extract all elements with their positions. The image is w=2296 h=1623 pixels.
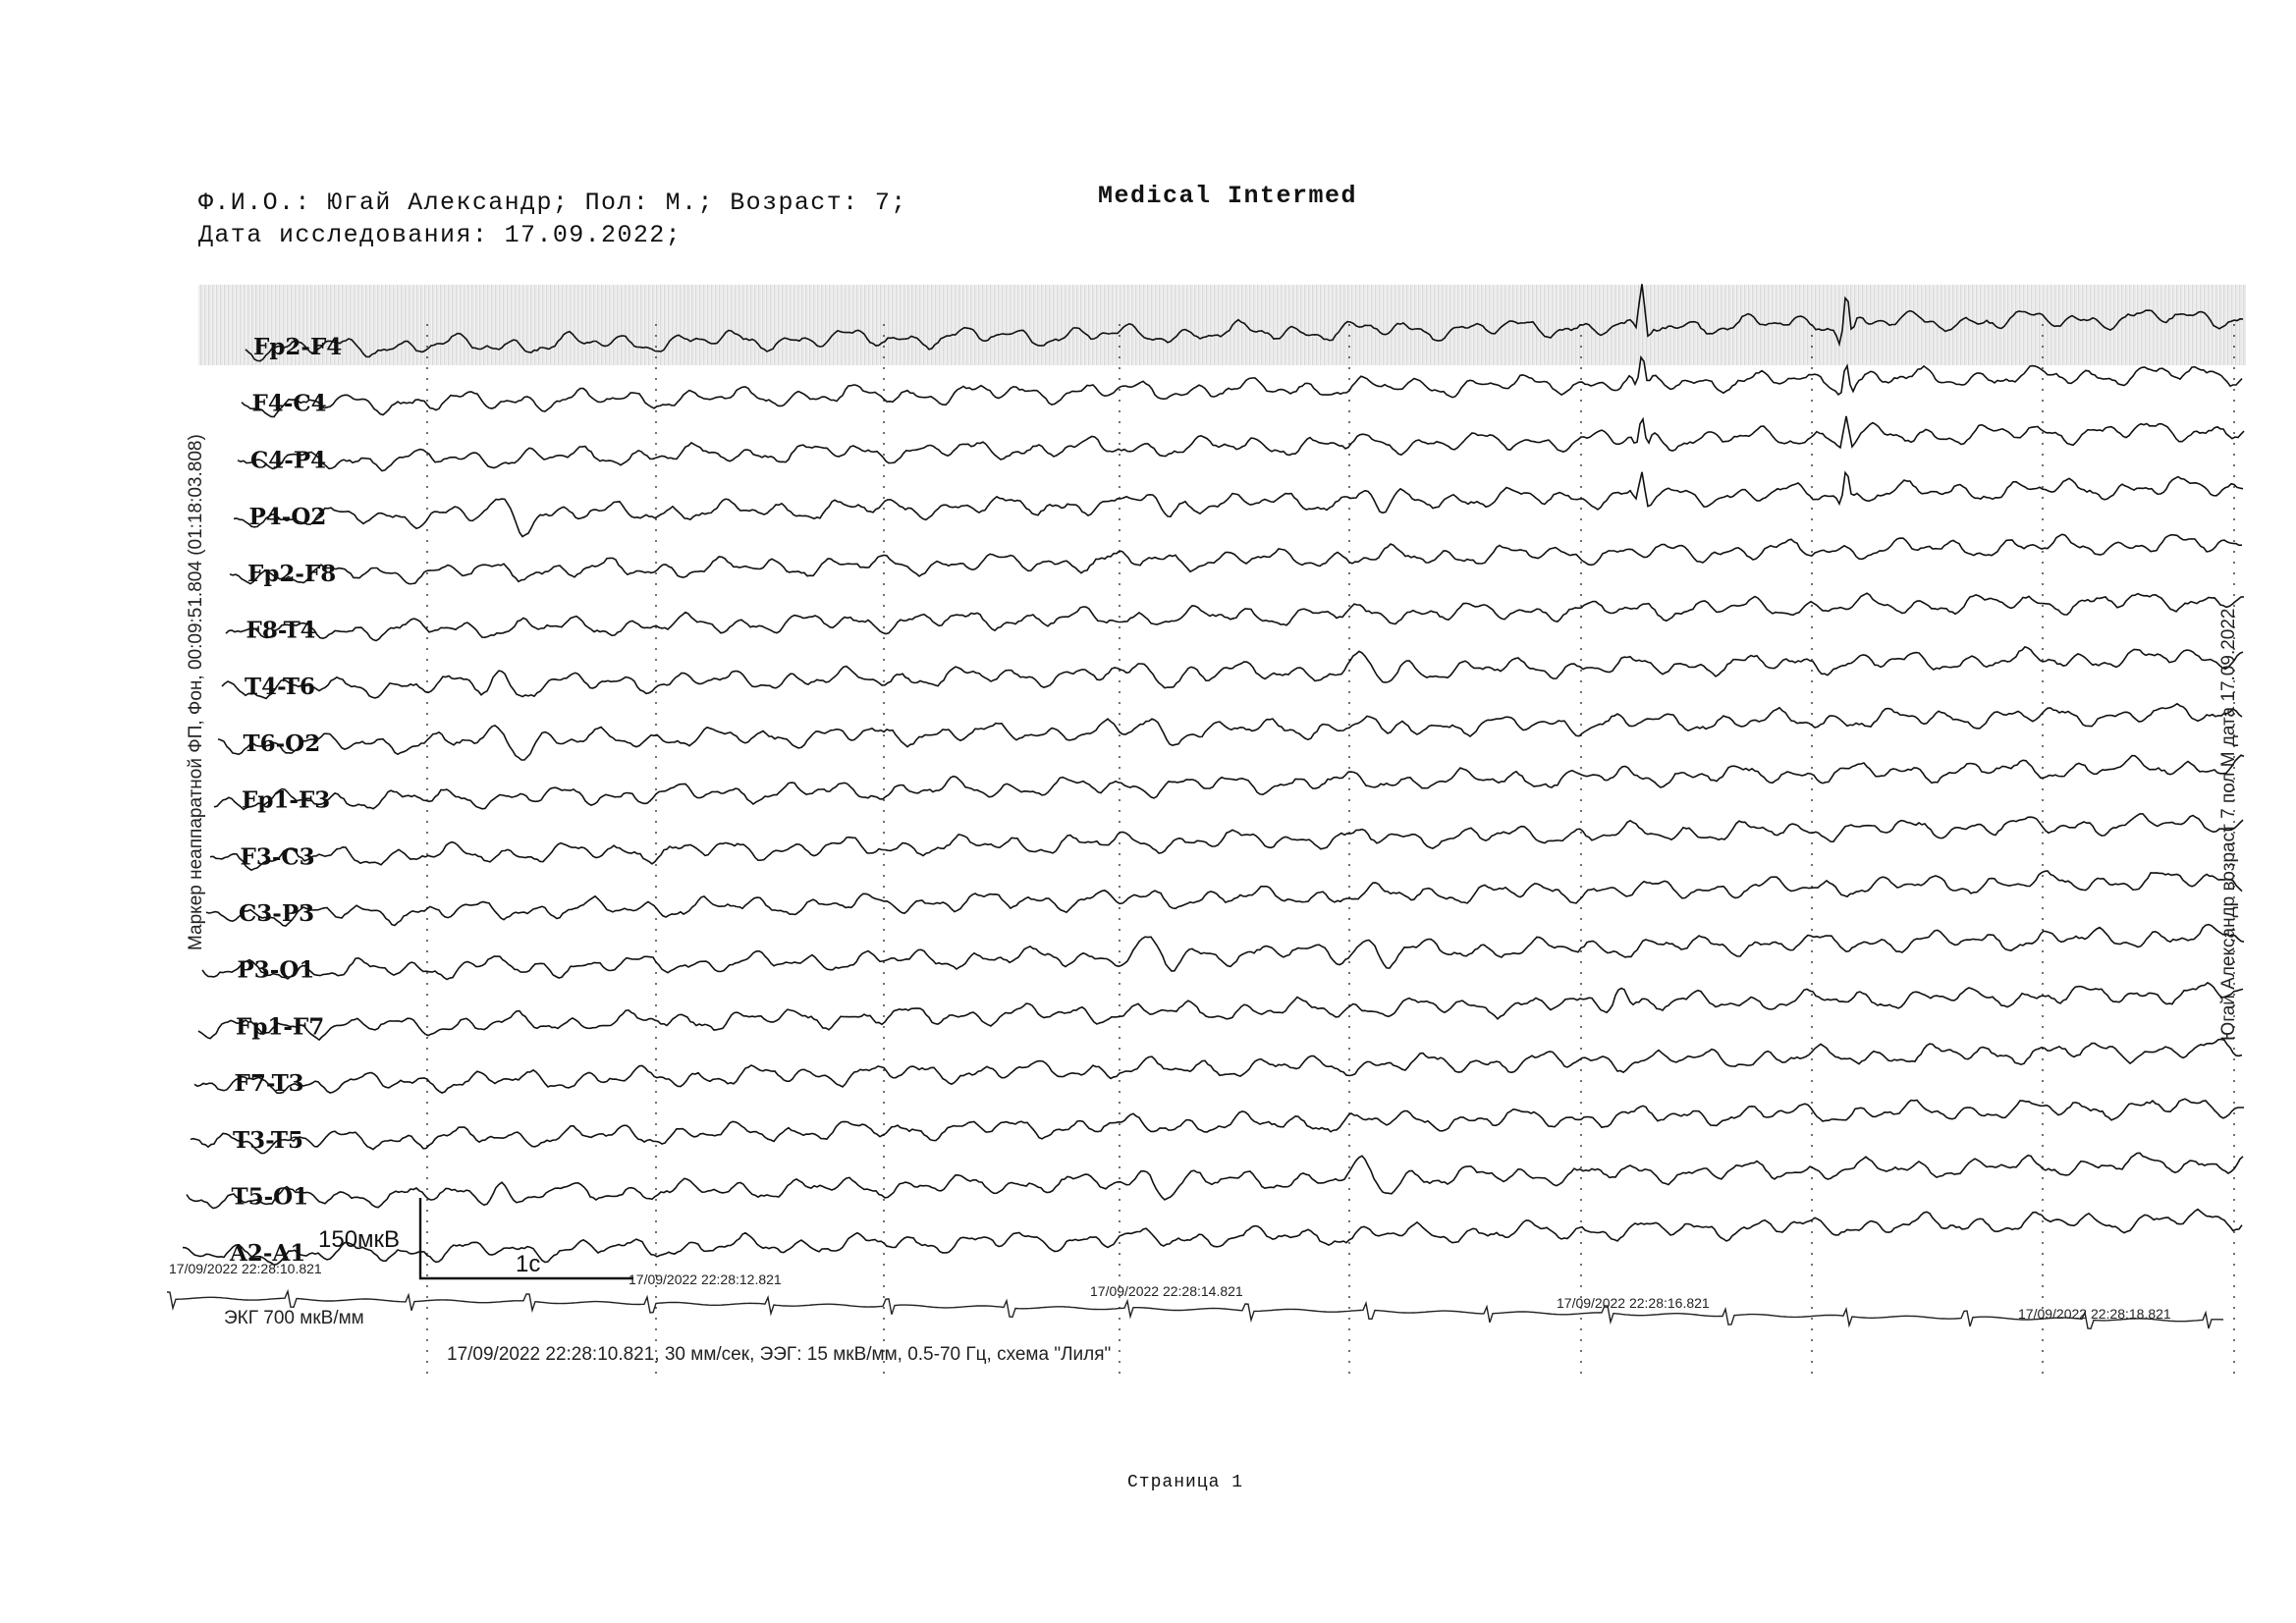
eeg-trace	[191, 1099, 2244, 1153]
timestamp-label: 17/09/2022 22:28:18.821	[2018, 1306, 2171, 1322]
eeg-trace	[214, 755, 2244, 809]
eeg-trace	[226, 593, 2244, 640]
eeg-trace	[187, 1153, 2243, 1208]
recording-info: 17/09/2022 22:28:10.821, 30 мм/сек, ЭЭГ: 15 мкВ/мм, 0.5-70 Гц, схема "Лиля"	[447, 1344, 1112, 1365]
eeg-trace	[234, 472, 2243, 537]
eeg-trace	[206, 871, 2242, 926]
eeg-trace	[218, 704, 2242, 760]
page-number: Страница 1	[1127, 1473, 1244, 1492]
timestamp-label: 17/09/2022 22:28:12.821	[629, 1271, 782, 1287]
timestamp-label: 17/09/2022 22:28:14.821	[1090, 1283, 1243, 1299]
time-scale-label: 1с	[516, 1251, 541, 1277]
lead-label: T6-O2	[243, 730, 321, 757]
eeg-traces	[167, 284, 2244, 1328]
lead-label: A2-A1	[230, 1240, 306, 1268]
eeg-trace	[242, 357, 2242, 417]
eeg-trace	[202, 925, 2244, 980]
left-marker-text: Маркер неаппаратной ФП, Фон, 00:09:51.804 (01:18:03.808)	[186, 434, 206, 950]
lead-label: F8-T4	[246, 617, 316, 644]
eeg-trace	[210, 814, 2243, 870]
timestamp-marks	[169, 1261, 2171, 1322]
header-hatch-band	[198, 285, 2246, 365]
lead-label: T5-O1	[231, 1183, 309, 1211]
eeg-trace	[222, 647, 2243, 699]
eeg-trace	[198, 983, 2243, 1040]
eeg-trace	[238, 416, 2244, 474]
lead-label: F4-C4	[251, 390, 327, 417]
lead-label: C3-P3	[239, 900, 315, 927]
lead-label: F7-T3	[234, 1070, 304, 1098]
lead-labels	[229, 334, 342, 1267]
lead-label: Fp2-F8	[247, 560, 337, 587]
ecg-label: ЭКГ 700 мкВ/мм	[224, 1308, 364, 1328]
lead-label: P4-O2	[248, 504, 327, 531]
eeg-trace	[183, 1210, 2242, 1266]
right-patient-text: Югай Александр возраст 7 пол М дата 17.09.2022	[2218, 608, 2239, 1041]
eeg-trace	[194, 1040, 2242, 1094]
amplitude-scale-label: 150мкВ	[318, 1226, 401, 1253]
study-date-line: Дата исследования: 17.09.2022;	[198, 221, 683, 249]
calibration-scale	[318, 1198, 633, 1278]
lead-label: T3-T5	[233, 1126, 303, 1154]
lead-label: P3-O1	[237, 956, 315, 984]
lead-label: Fp1-F3	[242, 786, 331, 814]
eeg-trace	[230, 534, 2242, 584]
patient-info-line: Ф.И.О.: Югай Александр; Пол: М.; Возраст: 7;	[198, 189, 907, 217]
timestamp-label: 17/09/2022 22:28:10.821	[169, 1261, 322, 1276]
lead-label: F3-C3	[240, 843, 315, 871]
lead-label: Fp2-F4	[253, 334, 343, 360]
report-title: Medical Intermed	[1098, 182, 1358, 210]
timestamp-label: 17/09/2022 22:28:16.821	[1557, 1295, 1710, 1311]
lead-label: Fp1-F7	[236, 1013, 325, 1041]
lead-label: T4-T6	[245, 674, 315, 701]
lead-label: C4-P4	[250, 447, 327, 474]
